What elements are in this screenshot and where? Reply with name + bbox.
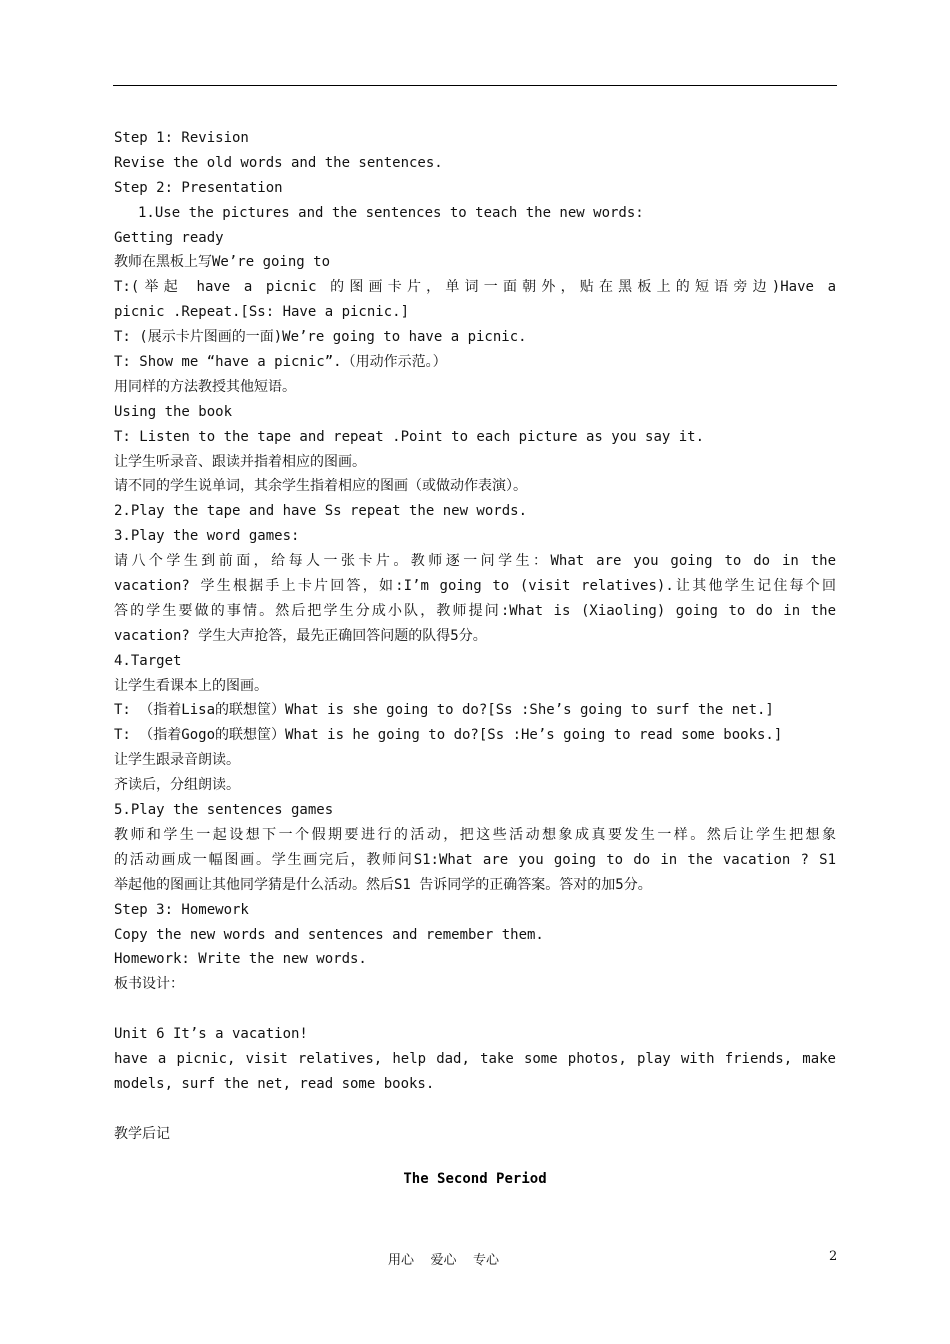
- body-text: [114, 126, 836, 1147]
- text-line: 教师在黑板上写We’re going to: [114, 254, 331, 271]
- text-line: T:(举起 have a picnic 的图画卡片，单词一面朝外，贴在黑板上的短语旁边)Have a: [114, 279, 836, 296]
- text-line: 让学生跟录音朗读。: [114, 752, 240, 769]
- header-rule: [113, 85, 837, 86]
- text-line: Homework: Write the new words.: [114, 951, 367, 968]
- text-line: Getting ready: [114, 229, 224, 246]
- text-line: Step 2: Presentation: [114, 179, 283, 196]
- text-line: 2.Play the tape and have Ss repeat the new words.: [114, 503, 528, 520]
- text-line: vacation? 学生大声抢答，最先正确回答问题的队得5分。: [114, 627, 487, 644]
- text-line: 齐读后，分组朗读。: [114, 777, 240, 794]
- text-line: 3.Play the word games:: [114, 528, 300, 545]
- text-line: 答的学生要做的事情。然后把学生分成小队，教师提问:What is (Xiaoling) going to do in the: [114, 602, 836, 619]
- blank-line: [114, 997, 836, 1022]
- text-line: 5.Play the sentences games: [114, 802, 334, 819]
- text-line: 1.Use the pictures and the sentences to teach the new words:: [138, 204, 644, 221]
- text-line: 4.Target: [114, 652, 182, 669]
- text-line: 教师和学生一起设想下一个假期要进行的活动，把这些活动想象成真要发生一样。然后让学生把想象: [114, 826, 836, 843]
- text-line: Step 3: Homework: [114, 901, 249, 918]
- text-line: 请不同的学生说单词，其余学生指着相应的图画（或做动作表演）。: [114, 478, 527, 495]
- footer-motto: 用心 爱心 专心: [388, 1253, 500, 1268]
- section-title: The Second Period: [403, 1171, 547, 1187]
- text-line: 让学生听录音、跟读并指着相应的图画。: [114, 453, 366, 470]
- text-line: Revise the old words and the sentences.: [114, 154, 443, 171]
- text-line: vacation? 学生根据手上卡片回答，如:I’m going to (visit relatives).让其他学生记住每个回: [114, 578, 836, 595]
- text-line: picnic .Repeat.[Ss: Have a picnic.]: [114, 304, 410, 321]
- text-line: have a picnic, visit relatives, help dad, take some photos, play with friends, make: [114, 1050, 836, 1067]
- text-line: Copy the new words and sentences and remember them.: [114, 926, 544, 943]
- text-line: Using the book: [114, 403, 233, 420]
- text-line: T: Show me “have a picnic”.（用动作示范。）: [114, 354, 447, 371]
- text-line: T: （指着Gogo的联想筐）What is he going to do?[Ss :He’s going to read some books.]: [114, 727, 783, 744]
- text-line: Unit 6 It’s a vacation!: [114, 1026, 308, 1043]
- blank-line: [114, 1097, 836, 1122]
- text-line: 板书设计：: [114, 976, 184, 993]
- page-number: 2: [829, 1249, 838, 1264]
- text-line: 教学后记: [114, 1125, 170, 1142]
- text-line: T: （指着Lisa的联想筐）What is she going to do?[Ss :She’s going to surf the net.]: [114, 702, 774, 719]
- text-line: 举起他的图画让其他同学猜是什么活动。然后S1 告诉同学的正确答案。答对的加5分。: [114, 876, 652, 893]
- text-line: 请八个学生到前面，给每人一张卡片。教师逐一问学生：What are you going to do in the: [114, 553, 836, 570]
- text-line: Step 1: Revision: [114, 130, 249, 146]
- text-line: 让学生看课本上的图画。: [114, 677, 268, 694]
- text-line: 的活动画成一幅图画。学生画完后，教师问S1:What are you going to do in the vacation ? S1: [114, 851, 836, 868]
- text-line: 用同样的方法教授其他短语。: [114, 378, 296, 395]
- text-line: T: Listen to the tape and repeat .Point to each picture as you say it.: [114, 428, 705, 445]
- text-line: T: (展示卡片图画的一面)We’re going to have a picnic.: [114, 329, 527, 346]
- text-line: models, surf the net, read some books.: [114, 1075, 435, 1092]
